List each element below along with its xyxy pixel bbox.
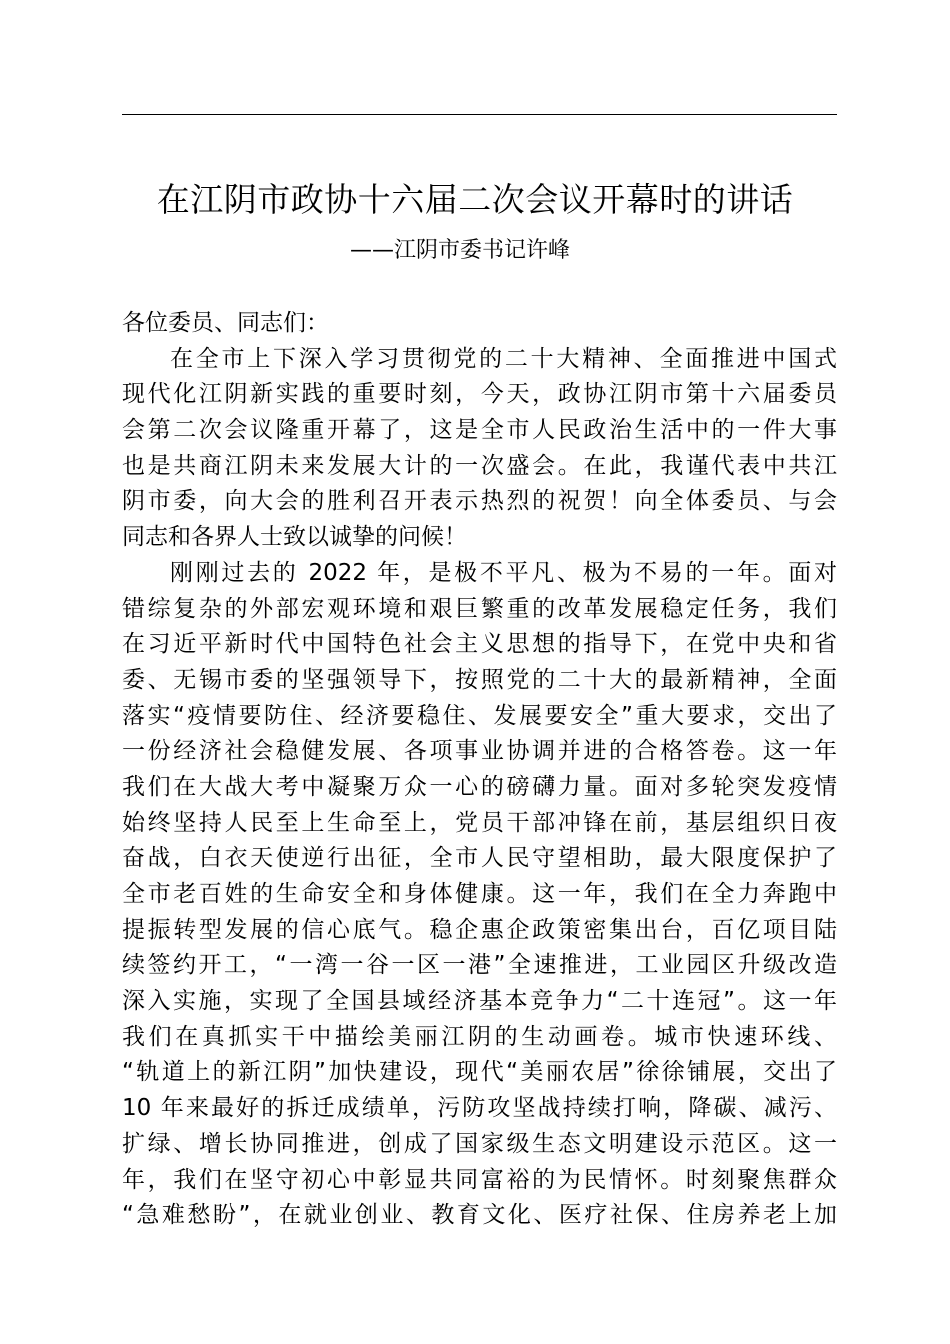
body-line: 全市老百姓的生命安全和身体健康。这一年，我们在全力奔跑中 [122,881,837,907]
body-line: 续签约开工，“一湾一谷一区一港”全速推进，工业园区升级改造 [122,952,837,979]
body-line: 也是共商江阴未来发展大计的一次盛会。在此，我谨代表中共江 [122,452,837,479]
body-line: “急难愁盼”，在就业创业、教育文化、医疗社保、住房养老上加 [122,1202,837,1229]
body-line: “轨道上的新江阴”加快建设，现代“美丽农居”徐徐铺展，交出了 [122,1059,837,1086]
body-line: 会第二次会议隆重开幕了，这是全市人民政治生活中的一件大事 [122,417,837,444]
body-line: 阴市委，向大会的胜利召开表示热烈的祝贺！向全体委员、与会 [122,488,837,515]
body-line: 落实“疫情要防住、经济要稳住、发展要安全”重大要求，交出了 [122,702,837,729]
body-line: 扩绿、增长协同推进，创成了国家级生态文明建设示范区。这一 [122,1130,837,1157]
body-line: 一份经济社会稳健发展、各项事业协调并进的合格答卷。这一年 [122,738,837,765]
body-line: 年，我们在坚守初心中彰显共同富裕的为民情怀。时刻聚焦群众 [122,1166,837,1193]
body-line: 委、无锡市委的坚强领导下，按照党的二十大的最新精神，全面 [122,666,837,693]
document-body [122,306,837,1234]
body-line: 我们在大战大考中凝聚万众一心的磅礴力量。面对多轮突发疫情 [122,773,837,800]
body-line: 奋战，白衣天使逆行出征，全市人民守望相助，最大限度保护了 [122,845,837,872]
header-rule [122,114,837,115]
body-line: 现代化江阴新实践的重要时刻，今天，政协江阴市第十六届委员 [122,381,837,408]
body-line: 提振转型发展的信心底气。稳企惠企政策密集出台，百亿项目陆 [122,916,837,943]
document-subtitle: ——江阴市委书记许峰 [350,238,571,263]
body-line: 始终坚持人民至上生命至上，党员干部冲锋在前，基层组织日夜 [122,809,837,836]
body-line: 刚刚过去的 2022 年，是极不平凡、极为不易的一年。面对 [170,559,837,586]
body-line: 在习近平新时代中国特色社会主义思想的指导下，在党中央和省 [122,631,837,658]
body-line: 我们在真抓实干中描绘美丽江阴的生动画卷。城市快速环线、 [122,1023,837,1050]
body-line: 错综复杂的外部宏观环境和艰巨繁重的改革发展稳定任务，我们 [122,595,837,622]
body-line: 同志和各界人士致以诚挚的问候！ [122,524,467,551]
body-line: 在全市上下深入学习贯彻党的二十大精神、全面推进中国式 [170,345,837,372]
salutation: 各位委员、同志们： [122,310,329,336]
body-line: 深入实施，实现了全国县域经济基本竞争力“二十连冠”。这一年 [122,988,837,1015]
body-line: 10 年来最好的拆迁成绩单，污防攻坚战持续打响，降碳、减污、 [122,1095,837,1122]
document-title: 在江阴市政协十六届二次会议开幕时的讲话 [156,180,794,219]
